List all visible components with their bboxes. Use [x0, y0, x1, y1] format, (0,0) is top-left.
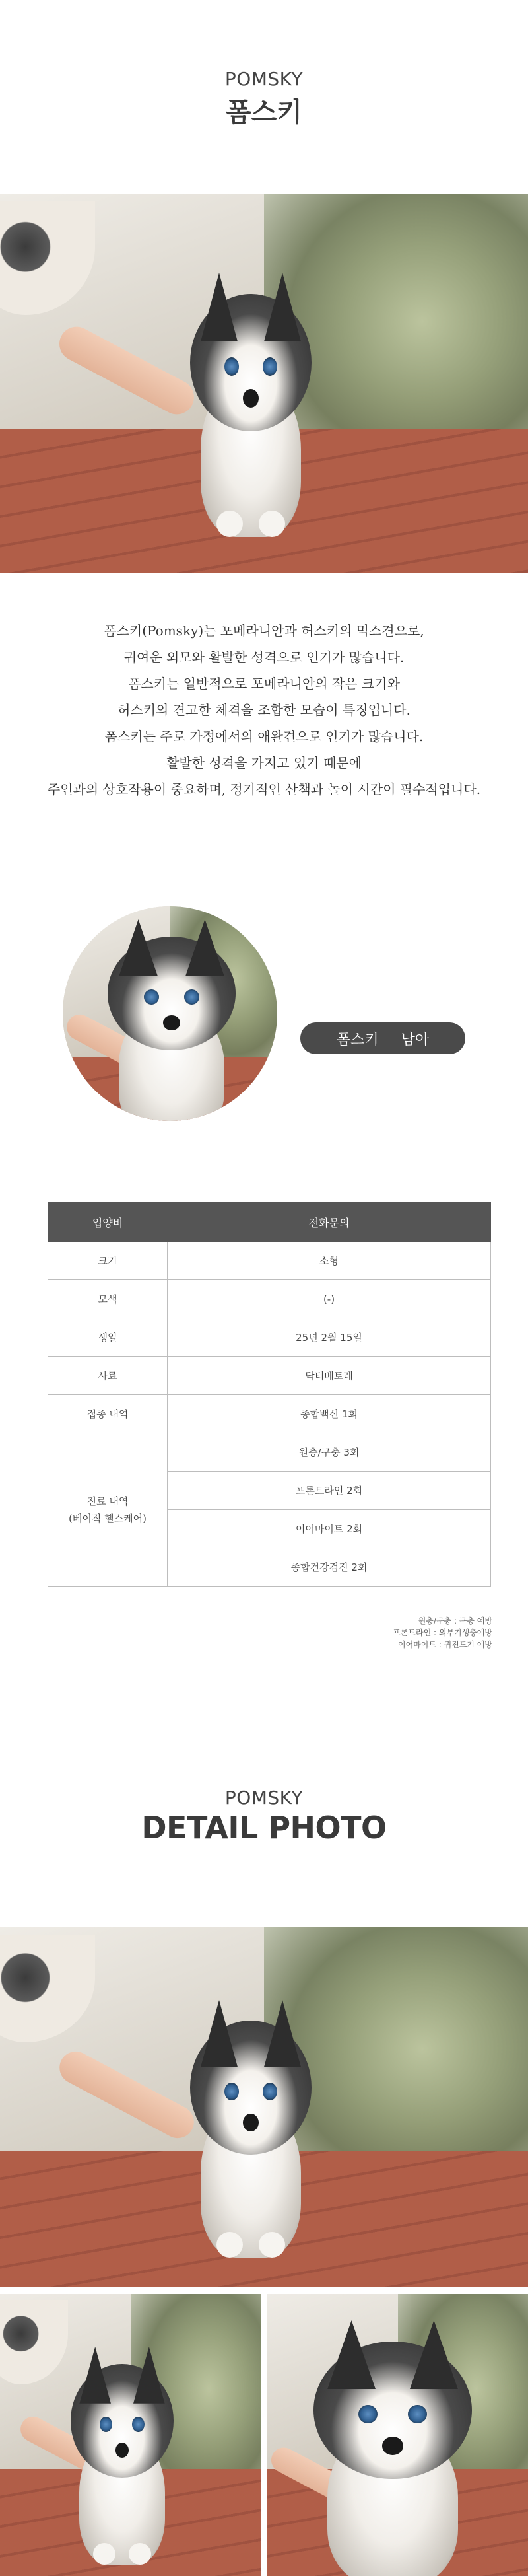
header-english: POMSKY: [224, 68, 304, 90]
detail-photo-large: [0, 1927, 528, 2287]
description-line: 폼스키는 일반적으로 포메라니안의 작은 크기와: [128, 676, 400, 692]
badge-sex: 남아: [401, 1031, 430, 1048]
top-header: [0, 68, 528, 129]
row-label: 크기: [48, 1242, 168, 1280]
treatment-notes: [393, 1615, 492, 1651]
row-value: 닥터베토레: [168, 1357, 491, 1395]
puppy-circle-photo: [63, 906, 277, 1121]
detail-photo-left: [0, 2294, 261, 2576]
table-row: [48, 1395, 491, 1433]
breed-description: [0, 618, 528, 803]
table-row: [48, 1280, 491, 1318]
adoption-fee-value: 전화문의: [168, 1203, 491, 1242]
row-label: 접종 내역: [48, 1395, 168, 1433]
main-puppy-photo: [0, 194, 528, 573]
detail-photo-header: [0, 1787, 528, 1845]
puppy-info-table: [48, 1202, 491, 1587]
table-row: [48, 1318, 491, 1357]
description-line: 폼스키는 주로 가정에서의 애완견으로 인기가 많습니다.: [104, 729, 424, 744]
table-row: [48, 1357, 491, 1395]
adoption-fee-label: 입양비: [48, 1203, 168, 1242]
row-value: 종합백신 1회: [168, 1395, 491, 1433]
header-english: POMSKY: [224, 1787, 304, 1808]
detail-photo-title: DETAIL PHOTO: [141, 1810, 387, 1845]
row-label: 사료: [48, 1357, 168, 1395]
note-line: 프론트라인 : 외부기생충예방: [393, 1628, 492, 1637]
detail-photo-right: [267, 2294, 528, 2576]
description-line: 활발한 성격을 가지고 있기 때문에: [166, 755, 362, 771]
treatment-item: 프론트라인 2회: [168, 1472, 491, 1510]
row-value: (-): [168, 1280, 491, 1318]
treatment-item: 종합건강검진 2회: [168, 1548, 491, 1587]
badge-breed: 폼스키: [336, 1031, 379, 1048]
breed-sex-badge: [300, 1022, 465, 1054]
row-label: 모색: [48, 1280, 168, 1318]
description-line: 귀여운 외모와 활발한 성격으로 인기가 많습니다.: [123, 649, 405, 665]
treatment-item: 이어마이트 2회: [168, 1510, 491, 1548]
description-line: 주인과의 상호작용이 중요하며, 정기적인 산책과 놀이 시간이 필수적입니다.: [47, 781, 481, 797]
treatment-label-line1: 진료 내역: [86, 1495, 129, 1507]
treatment-item: 원충/구충 3회: [168, 1433, 491, 1472]
table-row: [48, 1433, 491, 1472]
row-label: 생일: [48, 1318, 168, 1357]
header-korean-title: 폼스키: [226, 97, 302, 127]
note-line: 이어마이트 : 귀진드기 예방: [398, 1640, 492, 1649]
table-header-row: [48, 1203, 491, 1242]
description-line: 폼스키(Pomsky)는 포메라니안과 허스키의 믹스견으로,: [104, 623, 424, 639]
description-line: 허스키의 견고한 체격을 조합한 모습이 특징입니다.: [117, 702, 411, 718]
table-row: [48, 1242, 491, 1280]
treatment-label-line2: (베이직 헬스케어): [69, 1512, 147, 1524]
note-line: 원충/구충 : 구충 예방: [418, 1616, 492, 1626]
row-value: 소형: [168, 1242, 491, 1280]
row-value: 25년 2월 15일: [168, 1318, 491, 1357]
treatment-label: [48, 1433, 168, 1587]
